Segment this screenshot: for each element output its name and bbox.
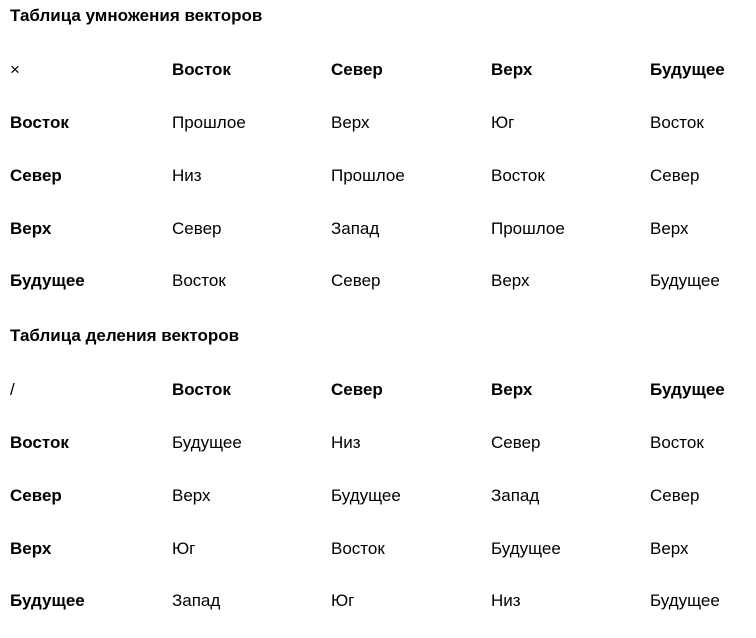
- table-cell: Будущее: [650, 271, 720, 290]
- column-header: Верх: [491, 60, 533, 79]
- table-row: [0, 166, 756, 200]
- table-cell: Будущее: [650, 591, 720, 610]
- table-cell: Восток: [331, 539, 385, 558]
- row-header: Будущее: [10, 591, 85, 610]
- table-cell: Будущее: [491, 539, 561, 558]
- table-cell: Низ: [172, 166, 202, 185]
- row-header: Восток: [10, 113, 69, 132]
- table-cell: Будущее: [172, 433, 242, 452]
- row-header: Верх: [10, 539, 52, 558]
- table-cell: Верх: [331, 113, 370, 132]
- table-cell: Восток: [650, 433, 704, 452]
- table-cell: Запад: [172, 591, 221, 610]
- multiplication-table-title: Таблица умножения векторов: [10, 6, 263, 25]
- table-cell: Восток: [172, 271, 226, 290]
- table-header-row: [0, 60, 756, 94]
- table-cell: Верх: [650, 219, 689, 238]
- table-row: [0, 219, 756, 253]
- operator-cell: /: [10, 380, 15, 399]
- table-cell: Будущее: [331, 486, 401, 505]
- table-cell: Запад: [331, 219, 380, 238]
- table-cell: Верх: [491, 271, 530, 290]
- table-cell: Юг: [491, 113, 515, 132]
- row-header: Будущее: [10, 271, 85, 290]
- column-header: Восток: [172, 380, 231, 399]
- table-cell: Север: [650, 166, 700, 185]
- table-cell: Прошлое: [491, 219, 565, 238]
- table-row: [0, 486, 756, 520]
- table-cell: Низ: [491, 591, 521, 610]
- column-header: Север: [331, 60, 383, 79]
- column-header: Север: [331, 380, 383, 399]
- row-header: Восток: [10, 433, 69, 452]
- row-header: Верх: [10, 219, 52, 238]
- row-header: Север: [10, 486, 62, 505]
- table-cell: Север: [650, 486, 700, 505]
- table-cell: Север: [172, 219, 222, 238]
- table-cell: Запад: [491, 486, 540, 505]
- table-cell: Восток: [491, 166, 545, 185]
- table-cell: Прошлое: [331, 166, 405, 185]
- table-row: [0, 591, 756, 625]
- table-cell: Север: [331, 271, 381, 290]
- table-cell: Восток: [650, 113, 704, 132]
- operator-cell: ×: [10, 60, 20, 79]
- column-header: Будущее: [650, 60, 725, 79]
- table-cell: Прошлое: [172, 113, 246, 132]
- table-cell: Юг: [331, 591, 355, 610]
- table-cell: Верх: [172, 486, 211, 505]
- table-cell: Низ: [331, 433, 361, 452]
- table-row: [0, 113, 756, 147]
- table-cell: Север: [491, 433, 541, 452]
- division-table-title: Таблица деления векторов: [10, 326, 240, 345]
- table-row: [0, 539, 756, 573]
- table-row: [0, 433, 756, 467]
- table-row: [0, 271, 756, 305]
- column-header: Верх: [491, 380, 533, 399]
- row-header: Север: [10, 166, 62, 185]
- column-header: Восток: [172, 60, 231, 79]
- table-cell: Юг: [172, 539, 196, 558]
- table-cell: Верх: [650, 539, 689, 558]
- column-header: Будущее: [650, 380, 725, 399]
- table-header-row: [0, 380, 756, 414]
